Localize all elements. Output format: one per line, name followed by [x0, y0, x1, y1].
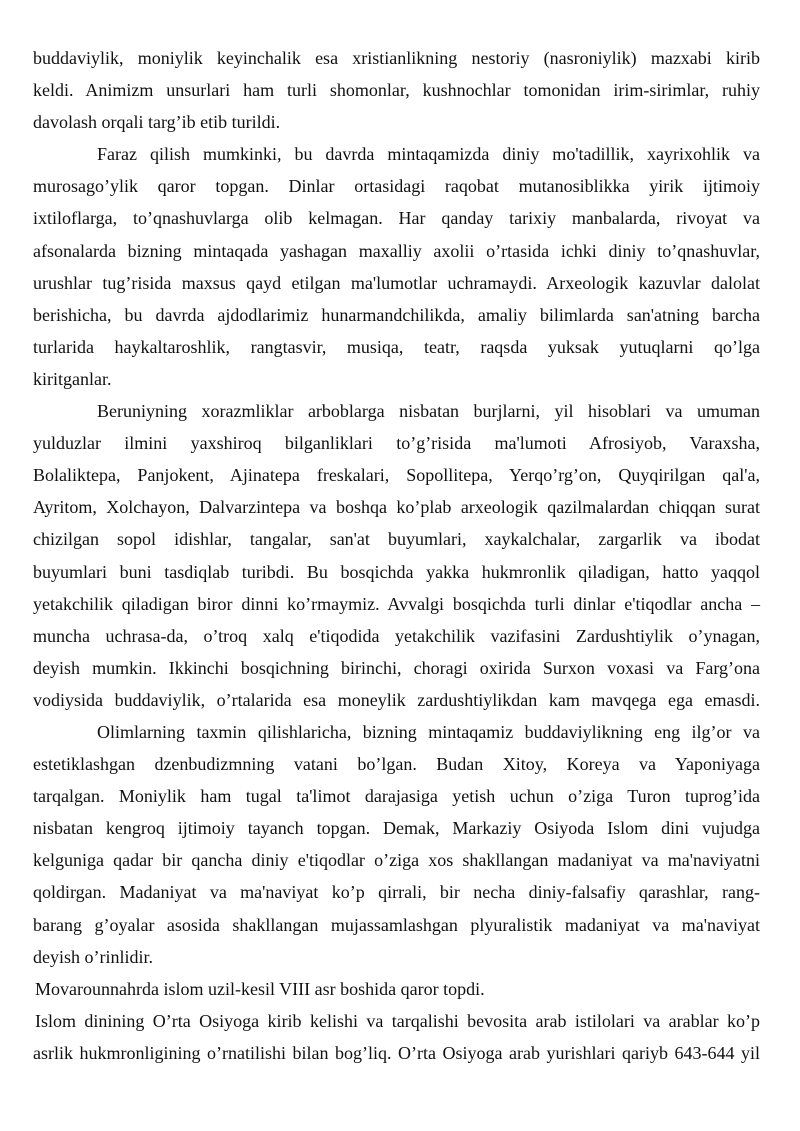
paragraph: [33, 138, 760, 395]
text-line: chizilgan sopol idishlar, tangalar, san'at buyumlari, xaykalchalar, zargarlik va ibodat: [33, 529, 760, 550]
paragraph: [33, 1005, 760, 1069]
paragraph: [33, 395, 760, 716]
text-line: qoldirgan. Madaniyat va ma'naviyat ko’p qirrali, bir necha diniy-falsafiy qarashlar, rang-: [33, 882, 760, 903]
text-line: Faraz qilish mumkinki, bu davrda mintaqamizda diniy mo'tadillik, xayrixohlik va: [97, 144, 760, 165]
text-line: barang g’oyalar asosida shakllangan mujassamlashgan plyuralistik madaniyat va ma'naviyat: [33, 914, 760, 935]
text-line: yulduzlar ilmini yaxshiroq bilganliklari to’g’risida ma'lumoti Afrosiyob, Varaxsha,: [33, 433, 760, 454]
text-line: keldi. Animizm unsurlari ham turli shomonlar, kushnochlar tomonidan irim-sirimlar, ruhiy: [33, 80, 760, 101]
text-line: Ayritom, Xolchayon, Dalvarzintepa va boshqa ko’plab arxeologik qazilmalardan chiqqan surat: [33, 497, 760, 518]
text-line: Bolaliktepa, Panjokent, Ajinatepa freskalari, Sopollitepa, Yerqo’rg’on, Quyqirilgan qal'a,: [33, 465, 760, 486]
text-line: deyish o’rinlidir.: [33, 946, 153, 967]
text-line: ixtiloflarga, to’qnashuvlarga olib kelmagan. Har qanday tarixiy manbalarda, rivoyat va: [33, 208, 760, 229]
text-line: murosago’ylik qaror topgan. Dinlar ortasidagi raqobat mutanosiblikka yirik ijtimoiy: [33, 176, 760, 197]
text-line: muncha uchrasa-da, o’troq xalq e'tiqodida yetakchilik vazifasini Zardushtiylik o’ynagan,: [33, 625, 760, 646]
text-line: kiritganlar.: [33, 368, 112, 389]
text-line: estetiklashgan dzenbudizmning vatani bo’lgan. Budan Xitoy, Koreya va Yaponiyaga: [33, 754, 760, 775]
text-line: turlarida haykaltaroshlik, rangtasvir, musiqa, teatr, raqsda yuksak yutuqlarni qo’lga: [33, 336, 760, 357]
text-line: nisbatan kengroq ijtimoiy tayanch topgan. Demak, Markaziy Osiyoda Islom dini vujudga: [33, 818, 760, 839]
text-line: tarqalgan. Moniylik ham tugal ta'limot darajasiga yetish uchun o’ziga Turon tuprog’ida: [33, 786, 760, 807]
text-line: berishicha, bu davrda ajdodlarimiz hunarmandchilikda, amaliy bilimlarda san'atning barcha: [33, 304, 760, 325]
text-line: deyish mumkin. Ikkinchi bosqichning birinchi, choragi oxirida Surxon voxasi va Farg’ona: [33, 657, 760, 678]
document-page: [33, 42, 760, 1069]
text-line: Olimlarning taxmin qilishlaricha, bizning mintaqamiz buddaviylikning eng ilg’or va: [97, 721, 760, 742]
paragraph: [33, 973, 760, 1005]
text-line: afsonalarda bizning mintaqada yashagan maxalliy axolii o’rtasida ichki diniy to’qnashuvlar,: [33, 240, 760, 261]
text-line: yetakchilik qiladigan biror dinni ko’rmaymiz. Avvalgi bosqichda turli dinlar e'tiqodlar ancha –: [33, 593, 760, 614]
text-line: davolash orqali targ’ib etib turildi.: [33, 112, 281, 133]
text-line: Islom dinining O’rta Osiyoga kirib kelishi va tarqalishi bevosita arab istilolari va arablar ko’p: [35, 1010, 760, 1031]
text-line: buyumlari buni tasdiqlab turibdi. Bu bosqichda yakka hukmronlik qiladigan, hatto yaqqol: [33, 561, 760, 582]
text-line: urushlar tug’risida maxsus qayd etilgan ma'lumotlar uchramaydi. Arxeologik kazuvlar dalolat: [33, 272, 760, 293]
text-line: kelguniga qadar bir qancha diniy e'tiqodlar o’ziga xos shakllangan madaniyat va ma'naviyatni: [33, 850, 760, 871]
paragraph: [33, 716, 760, 973]
text-line: buddaviylik, moniylik keyinchalik esa xristianlikning nestoriy (nasroniylik) mazxabi kirib: [33, 48, 760, 68]
paragraph: [33, 42, 760, 138]
text-line: vodiysida buddaviylik, o’rtalarida esa moneylik zardushtiylikdan kam mavqega ega emasdi.: [33, 689, 760, 710]
text-line: Movarounnahrda islom uzil-kesil VIII asr boshida qaror topdi.: [35, 978, 485, 999]
text-line: Beruniyning xorazmliklar arboblarga nisbatan burjlarni, yil hisoblari va umuman: [97, 401, 760, 422]
text-line: asrlik hukmronligining o’rnatilishi bilan bog’liq. O’rta Osiyoga arab yurishlari qariyb 643-644 yil: [33, 1042, 760, 1063]
